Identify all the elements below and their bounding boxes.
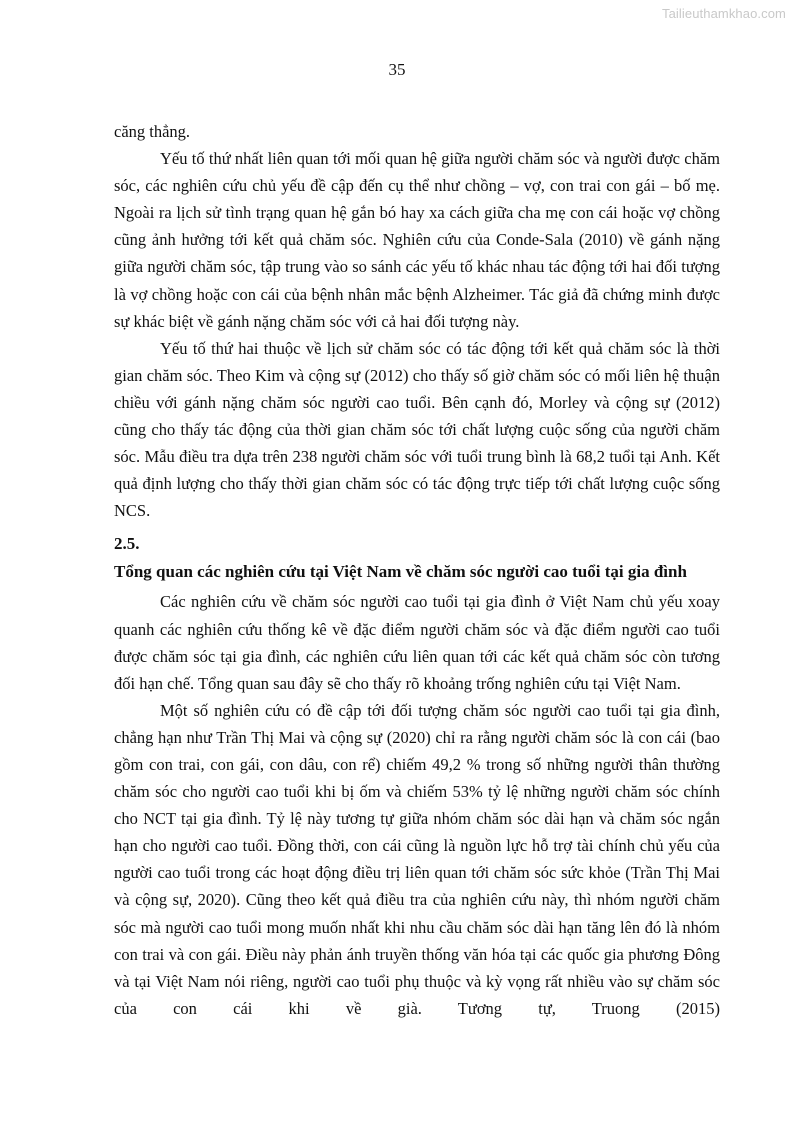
paragraph-2: Yếu tố thứ hai thuộc về lịch sử chăm sóc có tác động tới kết quả chăm sóc là thời gian chăm sóc. Theo Kim và cộng sự (2012) cho thấy số giờ chăm sóc có mối liên hệ thuận chiều với gánh nặng chăm sóc người cao tuổi. Bên cạnh đó, Morley và cộng sự (2012) cũng cho thấy tác động của thời gian chăm sóc tới chất lượng cuộc sống của người chăm sóc. Mẫu điều tra dựa trên 238 người chăm sóc với tuổi trung bình là 68,2 tuổi tại Anh. Kết quả định lượng cho thấy thời gian chăm sóc có tác động trực tiếp tới chất lượng cuộc sống NCS. <box>114 338 720 521</box>
section-heading <box>114 530 720 586</box>
paragraph-4: Một số nghiên cứu có đề cập tới đối tượng chăm sóc người cao tuổi tại gia đình, chẳng hạn như Trần Thị Mai và cộng sự (2020) chỉ ra rằng người chăm sóc là con cái (bao gồm con trai, con gái, con dâu, con rể) chiếm 49,2 % trong số những người thân thường chăm sóc cho người cao tuổi khi bị ốm và chiếm 53% tỷ lệ những người chăm sóc chính cho NCT tại gia đình. Tỷ lệ này tương tự giữa nhóm chăm sóc dài hạn và chăm sóc ngắn hạn cho người cao tuổi. Đồng thời, con cái cũng là nguồn lực hỗ trợ tài chính chủ yếu của người cao tuổi trong các hoạt động điều trị liên quan tới chăm sóc sức khỏe (Trần Thị Mai và cộng sự, 2020). Cũng theo kết quả điều tra của nghiên cứu này, thì nhóm người chăm sóc mà người cao tuổi mong muốn nhất khi nhu cầu chăm sóc dài hạn tăng lên đó là nhóm con trai và con gái. Điều này phản ánh truyền thống văn hóa tại các quốc gia phương Đông và tại Việt Nam nói riêng, người cao tuổi phụ thuộc và kỳ vọng rất nhiều vào sự chăm sóc của con cái khi về già. Tương tự, Truong (2015) <box>114 700 720 1018</box>
page-number: 35 <box>388 60 406 79</box>
section-number: 2.5. <box>114 534 140 554</box>
paragraph-1: Yếu tố thứ nhất liên quan tới mối quan hệ giữa người chăm sóc và người được chăm sóc, các nghiên cứu chủ yếu đề cập đến cụ thể như chồng – vợ, con trai con gái – bố mẹ. Ngoài ra lịch sử tình trạng quan hệ gắn bó hay xa cách giữa cha mẹ con cái hoặc vợ chồng cũng ảnh hưởng tới kết quả chăm sóc. Nghiên cứu của Conde-Sala (2010) về gánh nặng giữa người chăm sóc, tập trung vào so sánh các yếu tố khác nhau tác động tới hai đối tượng là vợ chồng hoặc con cái của bệnh nhân mắc bệnh Alzheimer. Tác giả đã chứng minh được sự khác biệt về gánh nặng chăm sóc với cả hai đối tượng này. <box>114 149 720 331</box>
watermark: Tailieuthamkhao.com <box>661 6 786 21</box>
paragraph-3: Các nghiên cứu về chăm sóc người cao tuổi tại gia đình ở Việt Nam chủ yếu xoay quanh các nghiên cứu thống kê về đặc điểm người chăm sóc và đặc điểm người cao tuổi được chăm sóc tại gia đình, các nghiên cứu liên quan tới các kết quả chăm sóc còn tương đối hạn chế. Tổng quan sau đây sẽ cho thấy rõ khoảng trống nghiên cứu tại Việt Nam. <box>114 592 720 693</box>
section-title: Tổng quan các nghiên cứu tại Việt Nam về chăm sóc người cao tuổi tại gia đình <box>114 562 687 582</box>
page-body <box>114 118 720 1022</box>
paragraph-0: căng thẳng. <box>114 122 191 141</box>
